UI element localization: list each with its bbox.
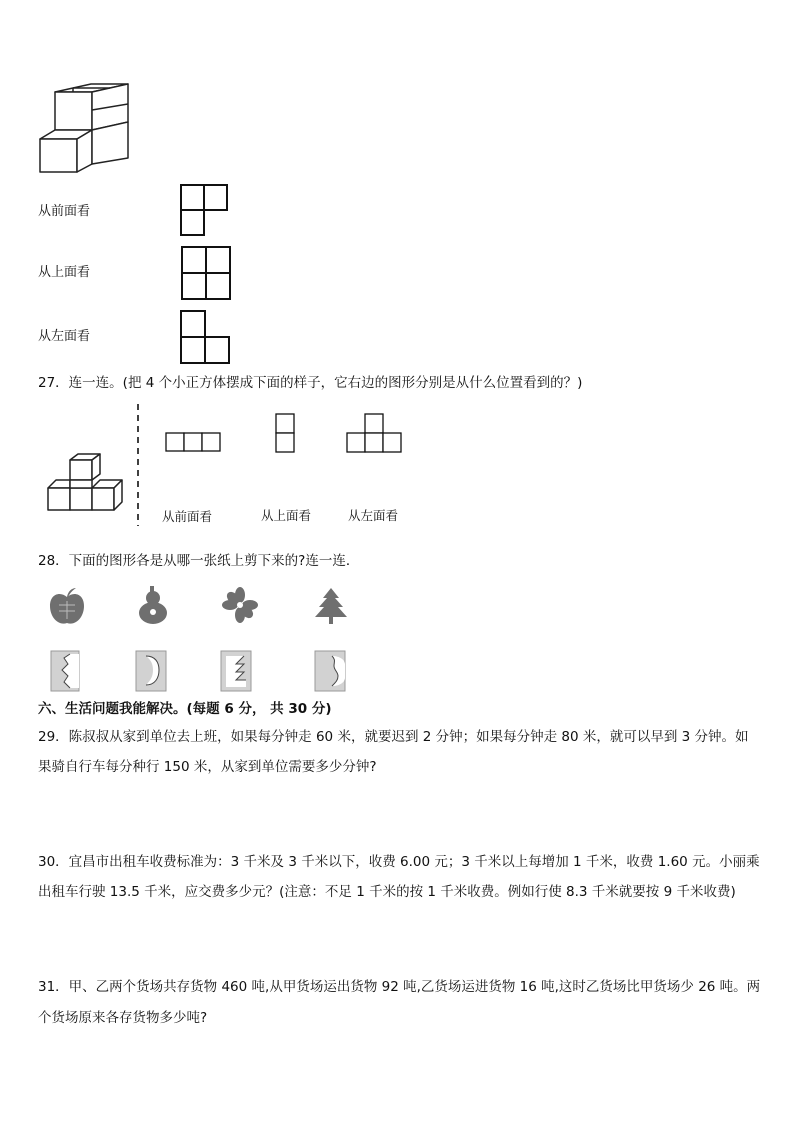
apple-cutout-icon: [48, 587, 86, 627]
left-view-icon: [180, 310, 230, 364]
paper-with-hole-4-icon: [314, 650, 348, 692]
question-28-text: 28．下面的图形各是从哪一张纸上剪下来的?连一连．: [38, 553, 360, 569]
three-in-row-view-icon: [165, 432, 223, 452]
section-6-heading: 六、生活问题我能解决。(每题 6 分， 共 30 分): [38, 701, 332, 717]
question-29-line-2: 果骑自行车每分种行 150 米，从家到单位需要多少分钟?: [38, 759, 377, 775]
q27-label-top: 从上面看: [261, 508, 312, 523]
question-30-line-2: 出租车行驶 13.5 千米，应交费多少元？(注意：不足 1 千米的按 1 千米收费。例如行使 8.3 千米就要按 9 千米收费): [38, 884, 736, 900]
front-view-label: 从前面看: [38, 204, 91, 219]
front-view-icon: [180, 184, 228, 236]
q27-label-left: 从左面看: [348, 508, 399, 523]
question-31-line-2: 个货场原来各存货物多少吨?: [38, 1010, 208, 1026]
four-cube-stack-icon: [46, 452, 126, 514]
flower-cutout-icon: [222, 587, 258, 623]
cube-stack-3d-icon: [40, 82, 135, 177]
gourd-cutout-icon: [136, 585, 170, 625]
question-29-line-1: 29．陈叔叔从家到单位去上班，如果每分钟走 60 米，就要迟到 2 分钟；如果每分钟走 80 米，就可以早到 3 分钟。如: [38, 729, 749, 745]
question-31-line-1: 31．甲、乙两个货场共存货物 460 吨,从甲货场运出货物 92 吨,乙货场运进货物 16 吨,这时乙货场比甲货场少 26 吨。两: [38, 979, 761, 995]
paper-with-hole-2-icon: [135, 650, 167, 692]
paper-with-hole-3-icon: [220, 650, 252, 692]
t-shape-view-icon: [346, 413, 404, 453]
left-view-label: 从左面看: [38, 329, 91, 344]
tree-cutout-icon: [314, 587, 348, 625]
two-stacked-view-icon: [275, 413, 295, 453]
top-view-label: 从上面看: [38, 265, 91, 280]
question-27-text: 27．连一连。(把 4 个小正方体摆成下面的样子，它右边的图形分别是从什么位置看到的？): [38, 375, 583, 391]
top-view-icon: [181, 246, 231, 300]
q27-label-front: 从前面看: [162, 509, 213, 524]
dashed-divider: [136, 404, 140, 526]
question-30-line-1: 30．宜昌市出租车收费标准为：3 千米及 3 千米以下，收费 6.00 元；3 千米以上每增加 1 千米，收费 1.60 元。小丽乘: [38, 854, 760, 870]
paper-with-hole-1-icon: [50, 650, 82, 692]
